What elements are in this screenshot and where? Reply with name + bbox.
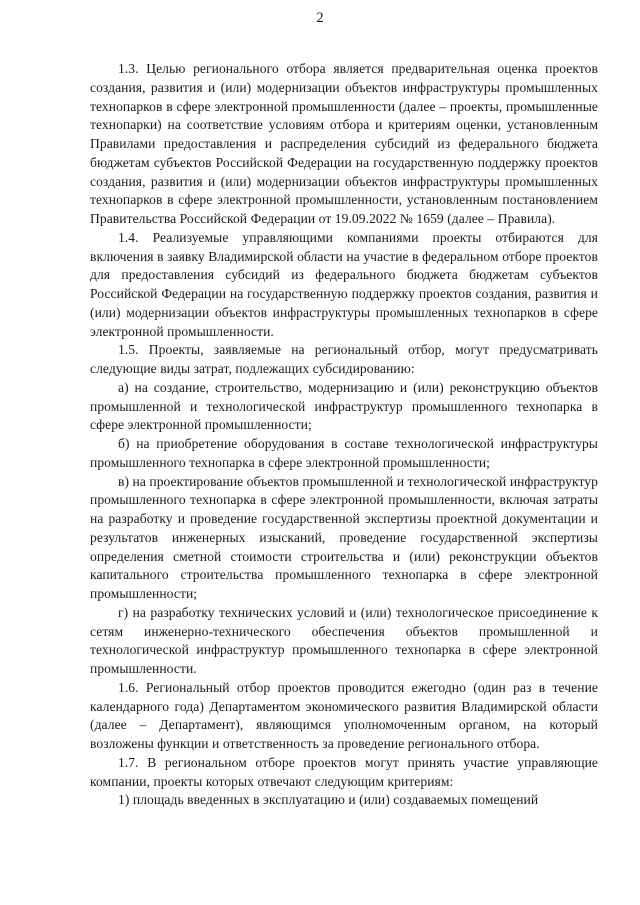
page-number: 2 bbox=[316, 10, 324, 26]
list-item-v: в) на проектирование объектов промышленной и технологической инфраструктур промышленного технопарка в сфере электронной промышленности, включая затраты на разработку и проведение государственной экспертизы проектной документации и результатов инженерных изысканий, проведение государственной экспертизы определения сметной стоимости строительства и (или) реконструкции объектов капитального строительства промышленного технопарка в сфере электронной промышленности; bbox=[90, 473, 598, 601]
paragraph-1-7: 1.7. В региональном отборе проектов могут принять участие управляющие компании, проекты которых отвечают следующим критериям: bbox=[90, 754, 598, 789]
paragraph-1-5: 1.5. Проекты, заявляемые на региональный отбор, могут предусматривать следующие виды затрат, подлежащих субсидированию: bbox=[90, 342, 598, 376]
paragraph-1-6: 1.6. Региональный отбор проектов проводится ежегодно (один раз в течение календарного года) Департаментом экономического развития Владимирской области (далее – Департамент), являющимся уполномоченным органом, на который возложены функции и ответственность за проведение регионального отбора. bbox=[90, 679, 598, 751]
list-item-g: г) на разработку технических условий и (или) технологическое присоединение к сетям инженерно-технического обеспечения объектов промышленной и технологической инфраструктур промышленного технопарка в сфере электронной промышленности. bbox=[90, 604, 598, 676]
document-body bbox=[90, 60, 598, 810]
criterion-1: 1) площадь введенных в эксплуатацию и (или) создаваемых помещений bbox=[118, 792, 539, 808]
paragraph-1-4: 1.4. Реализуемые управляющими компаниями проекты отбираются для включения в заявку Владимирской области на участие в федеральном отборе проектов для предоставления субсидий из федерального бюджета бюджетам субъектов Российской Федерации на государственную поддержку проектов создания, развития и (или) модернизации объектов инфраструктуры промышленных технопарков в сфере электронной промышленности. bbox=[90, 229, 598, 339]
list-item-a: а) на создание, строительство, модернизацию и (или) реконструкцию объектов промышленной и технологической инфраструктур промышленного технопарка в сфере электронной промышленности; bbox=[90, 379, 598, 433]
paragraph-1-3: 1.3. Целью регионального отбора является предварительная оценка проектов создания, развития и (или) модернизации объектов инфраструктуры промышленных технопарков в сфере электронной промышленности (далее – проекты, промышленные технопарки) на соответствие условиям отбора и критериям оценки, установленным Правилами предоставления и распределения субсидий из федерального бюджета бюджетам субъектов Российской Федерации на государственную поддержку проектов создания, развития и (или) модернизации объектов инфраструктуры промышленных технопарков в сфере электронной промышленности, установленным постановлением Правительства Российской Федерации от 19.09.2022 № 1659 (далее – Правила). bbox=[90, 61, 598, 226]
list-item-b: б) на приобретение оборудования в составе технологической инфраструктуры промышленного технопарка в сфере электронной промышленности; bbox=[90, 436, 598, 470]
